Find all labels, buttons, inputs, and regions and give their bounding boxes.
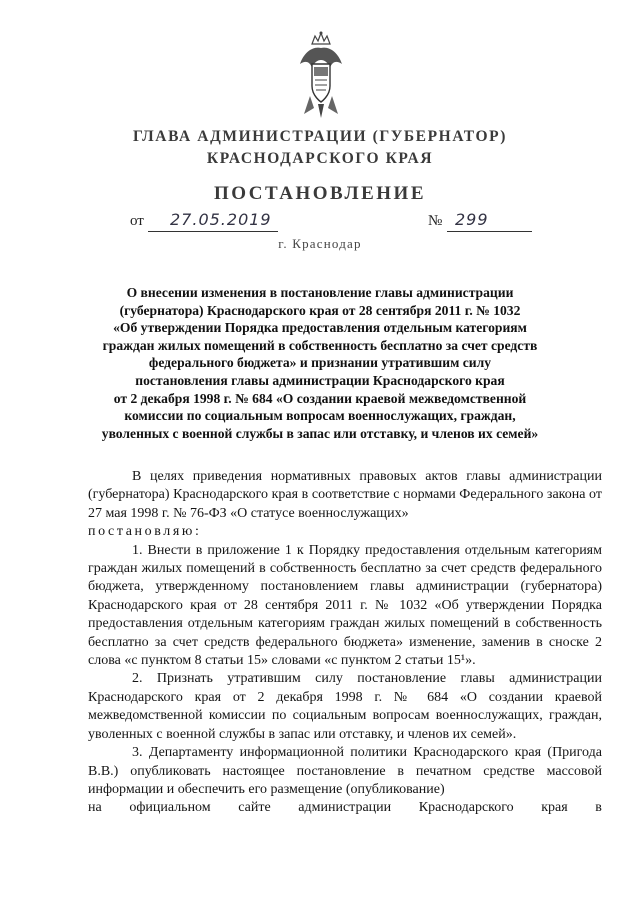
authority-title-line1: ГЛАВА АДМИНИСТРАЦИИ (ГУБЕРНАТОР): [133, 128, 507, 145]
continuation-word: администрации: [298, 800, 392, 816]
preamble-paragraph: В целях приведения нормативных правовых актов главы администрации (губернатора) Краснодарского края в соответствие с нормами Федерального закона от 27 мая 1998 г. № 76-ФЗ «О статусе военнослужащих»: [88, 469, 602, 521]
item-3-continuation: [88, 799, 602, 817]
title-line: (губернатора) Краснодарского края от 28 сентября 2011 г. № 1032: [119, 302, 521, 318]
title-line: комиссии по социальным вопросам военнослужащих, граждан,: [124, 408, 516, 424]
authority-title-line2: КРАСНОДАРСКОГО КРАЯ: [206, 150, 434, 167]
number-value: 299: [455, 210, 489, 229]
title-line: от 2 декабря 1998 г. № 684 «О создании краевой межведомственной: [113, 390, 527, 406]
title-line: О внесении изменения в постановление главы администрации: [126, 285, 514, 300]
continuation-word: сайте: [238, 800, 271, 816]
continuation-word: края: [541, 800, 568, 816]
continuation-word: в: [595, 800, 602, 816]
title-line: граждан жилых помещений в собственность бесплатно за счет средств: [102, 337, 538, 353]
item-2-paragraph: 2. Признать утратившим силу постановление главы администрации Краснодарского края от 2 декабря 1998 г. № 684 «О создании краевой межведомственной комиссии по социальным вопросам военнослужащих, граждан, уволенных с военной службы в запас или отставку, и членов их семей».: [88, 671, 602, 742]
title-line: уволенных с военной службы в запас или отставку, и членов их семей»: [101, 425, 539, 441]
date-underline: [148, 231, 278, 232]
resolve-word: постановляю:: [88, 524, 202, 540]
number-label: №: [428, 213, 443, 229]
continuation-word: Краснодарского: [418, 800, 514, 816]
item-1-paragraph: 1. Внести в приложение 1 к Порядку предоставления отдельным категориям граждан жилых помещений в собственность бесплатно за счет средств федерального бюджета, утвержденному постановлением главы администрации (губернатора) Краснодарского края от 28 сентября 2011 г. № 1032 «Об утверждении Порядка предоставления отдельным категориям граждан жилых помещений в собственность бесплатно за счет средств федерального бюджета» изменение, заменив в сноске 2 слова «с пунктом 8 статьи 15» словами «с пунктом 2 статьи 15¹».: [88, 542, 602, 669]
continuation-word: на: [88, 800, 102, 816]
title-line: федерального бюджета» и признании утратившим силу: [148, 355, 492, 371]
document-body: [88, 468, 602, 818]
document-title: [60, 284, 580, 442]
number-underline: [447, 231, 532, 232]
coat-of-arms-emblem: [298, 30, 344, 122]
continuation-word: официальном: [129, 800, 211, 816]
date-label: от: [130, 213, 144, 229]
title-line: «Об утверждении Порядка предоставления отдельным категориям: [113, 320, 527, 336]
date-value: 27.05.2019: [170, 210, 272, 229]
city-line: г. Краснодар: [278, 236, 362, 251]
title-line: постановления главы администрации Краснодарского края: [135, 372, 505, 388]
document-type-heading: ПОСТАНОВЛЕНИЕ: [213, 183, 427, 204]
item-3-paragraph: 3. Департаменту информационной политики Краснодарского края (Пригода В.В.) опубликовать настоящее постановление в печатном средстве массовой информации и обеспечить его размещение (опубликование): [88, 745, 602, 797]
